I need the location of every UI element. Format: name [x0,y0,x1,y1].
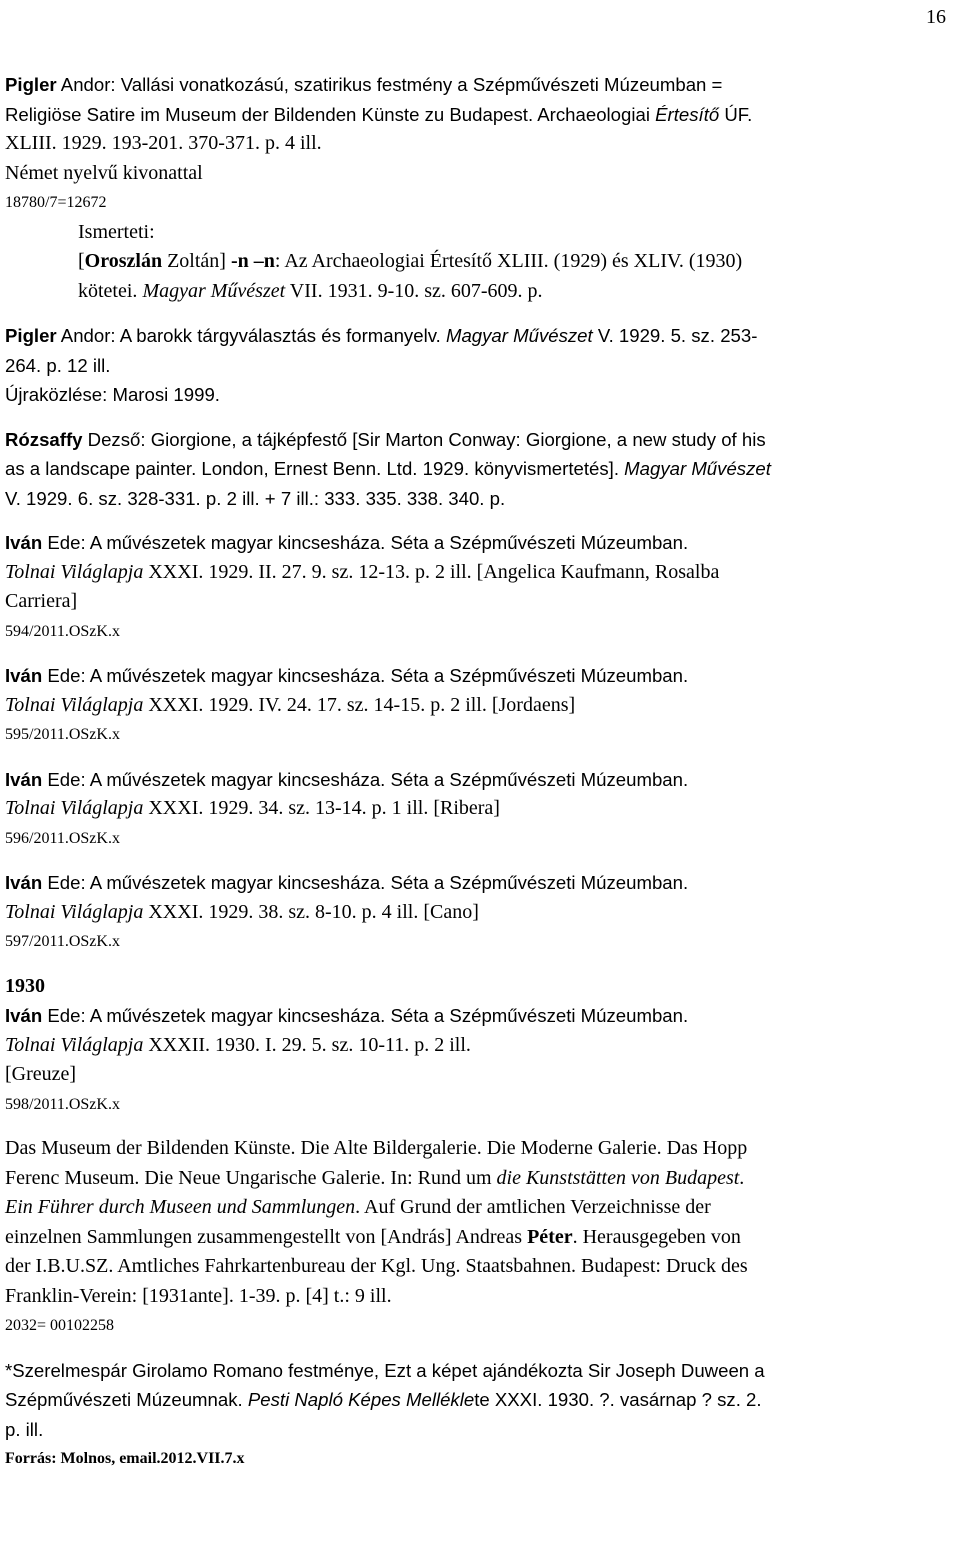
catalog-number: 597/2011.OSzK.x [5,933,120,950]
bibliography-entry-pigler-2 [5,321,950,410]
entry-line: Iván Ede: A művészetek magyar kincsesháza. Séta a Szépművészeti Múzeumban. [5,768,689,790]
entry-line: Pigler Andor: A barokk tárgyválasztás és formanyelv. Magyar Művészet V. 1929. 5. sz. 253- [5,325,758,346]
page-number: 16 [926,6,946,28]
bibliography-entry-ivan-2 [5,661,950,750]
entry-line: der I.B.U.SZ. Amtliches Fahrkartenbureau der Kgl. Ung. Staatsbahnen. Budapest: Druck des [5,1255,748,1277]
catalog-number: 595/2011.OSzK.x [5,726,120,743]
entry-line: Tolnai Világlapja XXXII. 1930. I. 29. 5. sz. 10-11. p. 2 ill. [5,1033,471,1056]
bibliography-entry-ivan-4 [5,868,950,957]
author-surname: Iván [5,768,43,790]
bibliography-entry-ivan-5 [5,972,950,1120]
book-title: Ein Führer durch Museen und Sammlungen [5,1196,356,1218]
catalog-number: 18780/7=12672 [5,194,107,211]
entry-line: Tolnai Világlapja XXXI. 1929. II. 27. 9. sz. 12-13. p. 2 ill. [Angelica Kaufmann, Rosalba [5,560,720,583]
bibliography-entry-pigler-1 [5,70,950,306]
entry-line: kötetei. Magyar Művészet VII. 1931. 9-10. sz. 607-609. p. [78,279,543,302]
document-body [5,70,950,1489]
entry-line: *Szerelmespár Girolamo Romano festménye, Ezt a képet ajándékozta Sir Joseph Duween a [5,1359,765,1381]
journal-title: Magyar Művészet [445,325,593,346]
entry-line [5,70,950,100]
journal-title: Tolnai Világlapja [5,797,144,819]
entry-line: 264. p. 12 ill. [5,354,111,376]
catalog-number: 598/2011.OSzK.x [5,1095,120,1113]
entry-line: V. 1929. 6. sz. 328-331. p. 2 ill. + 7 ill.: 333. 335. 338. 340. p. [5,487,506,509]
entry-line: Tolnai Világlapja XXXI. 1929. IV. 24. 17. sz. 14-15. p. 2 ill. [Jordaens] [5,693,576,716]
entry-line: einzelnen Sammlungen zusammengestellt von [András] Andreas Péter. Herausgegeben von [5,1225,741,1248]
entry-line: Iván Ede: A művészetek magyar kincsesháza. Séta a Szépművészeti Múzeumban. [5,532,689,553]
bibliography-entry-museum-guide [5,1134,950,1341]
bibliography-entry-ivan-3 [5,765,950,854]
catalog-number: 2032= 00102258 [5,1317,115,1334]
entry-line [5,100,950,130]
entry-line: [Oroszlán Zoltán] -n –n: Az Archaeologiai Értesítő XLIII. (1929) és XLIV. (1930) [78,250,743,272]
author-surname: Oroszlán [84,250,163,272]
author-surname: Pigler [5,325,57,346]
entry-text: Andor: Vallási vonatkozású, szatirikus festmény a Szépművészeti Múzeumban = [56,74,723,95]
entry-line: Ein Führer durch Museen und Sammlungen. Auf Grund der amtlichen Verzeichnisse der [5,1196,711,1218]
journal-title: Tolnai Világlapja [5,693,144,716]
journal-title: Tolnai Világlapja [5,1033,144,1056]
entry-line: Szépművészeti Múzeumnak. Pesti Napló Képes Melléklete XXXI. 1930. ?. vasárnap ? sz. 2. [5,1389,762,1410]
entry-line: Carriera] [5,590,78,612]
journal-title: Magyar Művészet [624,458,771,479]
author-surname: Iván [5,872,43,893]
journal-title: Pesti Napló Képes Mellékle [247,1389,475,1410]
journal-title: Magyar Művészet [142,279,286,302]
entry-line: Iván Ede: A művészetek magyar kincsesháza. Séta a Szépművészeti Múzeumban. [5,1005,689,1026]
entry-line: as a landscape painter. London, Ernest Benn. Ltd. 1929. könyvismertetés]. Magyar Művészet [5,458,771,479]
review-heading: Ismerteti: [78,220,155,243]
catalog-number: 594/2011.OSzK.x [5,622,120,640]
author-surname: Iván [5,1005,43,1026]
entry-line: XLIII. 1929. 193-201. 370-371. p. 4 ill. [5,132,322,154]
author-surname: Pigler [5,74,57,95]
journal-title: Értesítő [655,103,720,125]
author-surname: Rózsaffy [5,428,83,450]
bibliography-entry-szerelmespar [5,1356,950,1474]
entry-line: Iván Ede: A művészetek magyar kincsesháza. Séta a Szépművészeti Múzeumban. [5,872,689,893]
entry-line: Das Museum der Bildenden Künste. Die Alte Bildergalerie. Die Moderne Galerie. Das Hopp [5,1137,748,1159]
year-heading: 1930 [5,974,45,997]
entry-line: Ferenc Museum. Die Neue Ungarische Galerie. In: Rund um die Kunststätten von Budapest. [5,1166,745,1189]
bibliography-entry-ivan-1 [5,528,950,646]
entry-text: ÚF. [719,103,753,125]
entry-line: p. ill. [5,1418,44,1440]
author-signature: -n –n [230,250,275,272]
journal-title: Tolnai Világlapja [5,560,144,583]
entry-line: Rózsaffy Dezső: Giorgione, a tájképfestő [Sir Marton Conway: Giorgione, a new study of his [5,428,766,450]
journal-title: Tolnai Világlapja [5,900,144,923]
author-surname: Iván [5,665,43,686]
entry-line: Német nyelvű kivonattal [5,161,203,184]
entry-line: Iván Ede: A művészetek magyar kincsesháza. Séta a Szépművészeti Múzeumban. [5,665,689,686]
source-note: Forrás: Molnos, email.2012.VII.7.x [5,1450,245,1467]
entry-line: Újraközlése: Marosi 1999. [5,384,220,405]
entry-line: Tolnai Világlapja XXXI. 1929. 34. sz. 13-14. p. 1 ill. [Ribera] [5,797,500,819]
author-surname: Péter [527,1225,573,1248]
book-title: die Kunststätten von Budapest [496,1166,740,1189]
catalog-number: 596/2011.OSzK.x [5,829,120,847]
author-surname: Iván [5,532,43,553]
entry-line: Tolnai Világlapja XXXI. 1929. 38. sz. 8-10. p. 4 ill. [Cano] [5,900,479,923]
entry-line: Franklin-Verein: [1931ante]. 1-39. p. [4] t.: 9 ill. [5,1284,392,1307]
entry-text: Religiöse Satire im Museum der Bildenden Künste zu Budapest. Archaeologiai [5,103,656,125]
entry-line: [Greuze] [5,1063,77,1085]
bibliography-entry-rozsaffy [5,425,950,514]
